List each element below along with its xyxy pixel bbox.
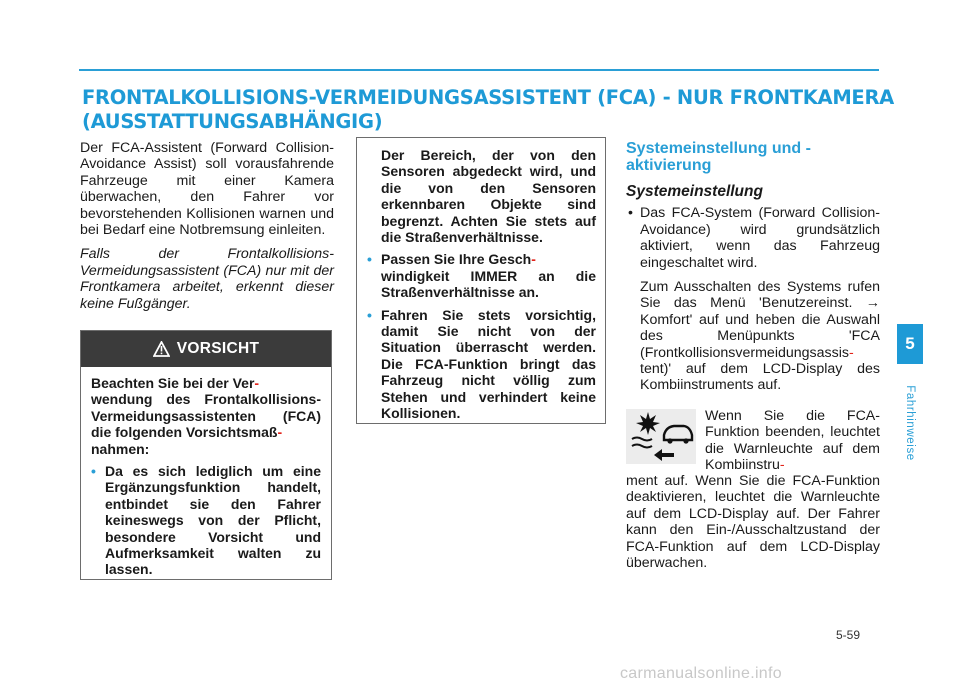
pedestrian-note: Falls der Frontalkollisions-Vermeidungsassistent (FCA) nur mit der Frontkamera arbeitet, erkennt dieser keine Fußgänger. bbox=[80, 246, 334, 312]
warning-light-text-a: Wenn Sie die FCA-Funktion beenden, leuchtet die Warnleuchte auf dem Kombiinstru bbox=[705, 408, 880, 474]
settings-bullet-text: Das FCA-System (Forward Collision-Avoidance) wird grundsätzlich aktiviert, wenn das Fahrzeug eingeschaltet wird. bbox=[640, 205, 880, 271]
disable-text-b: tent)' auf dem LCD-Display des Kombiinstruments auf. bbox=[640, 361, 880, 394]
caution-bullet bbox=[91, 463, 321, 578]
caution-text-c: nahmen: bbox=[91, 440, 150, 457]
speed-bullet bbox=[381, 251, 596, 300]
warning-triangle-icon bbox=[153, 341, 170, 357]
caution-text-b: wendung des Frontalkollisions-Vermeidungsassistenten (FCA) die folgenden Vorsichtsmaß bbox=[91, 391, 321, 441]
settings-subheading: Systemeinstellung bbox=[626, 183, 763, 200]
careful-driving-bullet: Fahren Sie stets vorsichtig, damit Sie nicht von der Situation überrascht werden. Die FCA-Funktion bringt das Fahrzeug nicht völlig zum Stehen und verhindert keine Kollisionen. bbox=[381, 306, 596, 422]
fca-warning-light-icon bbox=[626, 409, 696, 464]
disable-text-a: Zum Ausschalten des Systems rufen Sie das Menü 'Benutzereinst. → Komfort' auf und heben die Auswahl des Menüpunkts 'FCA (Frontkollisionsvermeidungsassis bbox=[640, 279, 880, 361]
caution-bullet-text: Da es sich lediglich um eine Ergänzungsfunktion handelt, entbindet sie den Fahrer keineswegs von der Pflicht, besondere Vorsicht und Aufmerksamkeit walten zu lassen. bbox=[105, 463, 321, 578]
title-line-1: FRONTALKOLLISIONS-VERMEIDUNGSASSISTENT (FCA) - NUR FRONTKAMERA bbox=[82, 86, 894, 109]
caution-continued-text: Der Bereich, der von den Sensoren abgedeckt wird, und die von den Sensoren erkennbaren Objekte sind begrenzt. Achten Sie stets auf die Straßenverhältnisse. bbox=[381, 147, 596, 246]
caution-header bbox=[81, 331, 331, 367]
warning-light-text bbox=[705, 408, 880, 474]
chapter-label-text: Fahrhinweise bbox=[904, 385, 916, 461]
caution-bullet bbox=[367, 251, 596, 300]
speed-bullet-b: windigkeit IMMER an die Straßenverhältnisse an. bbox=[381, 267, 596, 301]
hyphen-mark: - bbox=[848, 344, 854, 361]
caution-box-continued bbox=[356, 137, 606, 424]
bullet-dot: • bbox=[628, 205, 633, 222]
caution-text-a: Beachten Sie bei der Ver bbox=[91, 375, 255, 391]
intro-paragraph: Der FCA-Assistent (Forward Collision-Avoidance Assist) soll vorausfahrende Fahrzeuge mit einer Kamera überwachen, den Fahrer vor bevorstehenden Kollisionen warnen und bei Bedarf eine Notbremsung einleiten. bbox=[80, 140, 334, 239]
hyphen-mark: - bbox=[254, 375, 260, 391]
watermark: carmanualsonline.info bbox=[620, 665, 782, 682]
caution-box bbox=[80, 330, 332, 580]
title-line-2: (AUSSTATTUNGSABHÄNGIG) bbox=[82, 110, 383, 133]
disable-instructions bbox=[626, 279, 880, 394]
caution-paragraph bbox=[91, 375, 321, 457]
speed-bullet-a: Passen Sie Ihre Gesch bbox=[381, 251, 532, 268]
caution-heading: VORSICHT bbox=[176, 340, 260, 357]
hyphen-mark: - bbox=[779, 457, 785, 474]
page-number: 5-59 bbox=[836, 628, 861, 642]
section-title bbox=[82, 86, 894, 134]
settings-heading: Systemeinstellung und -aktivierung bbox=[626, 140, 811, 174]
caution-bullet bbox=[367, 307, 596, 422]
settings-bullet bbox=[626, 205, 880, 271]
chapter-label bbox=[902, 378, 918, 468]
bullet-dot: • bbox=[367, 251, 372, 268]
column-3 bbox=[626, 140, 880, 394]
chapter-tab: 5 bbox=[897, 324, 923, 364]
bullet-dot: • bbox=[91, 463, 96, 480]
top-rule bbox=[79, 69, 879, 71]
caution-body bbox=[81, 367, 331, 578]
column-1 bbox=[80, 140, 334, 320]
hyphen-mark: - bbox=[531, 251, 536, 268]
bullet-dot: • bbox=[367, 306, 372, 323]
warning-light-text-continued: ment auf. Wenn Sie die FCA-Funktion deaktivieren, leuchtet die Warnleuchte auf dem LCD-Display auf. Der Fahrer kann den Ein-/Ausschaltzustand der FCA-Funktion auf dem LCD-Display überwachen. bbox=[626, 473, 880, 572]
hyphen-mark: - bbox=[277, 424, 283, 441]
